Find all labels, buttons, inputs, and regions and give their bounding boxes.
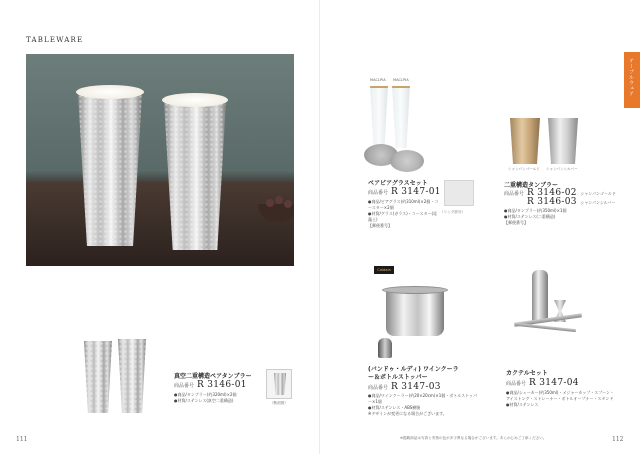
hero-tumbler-right	[164, 102, 226, 250]
product-title-beer-glass: ペアビアグラスセット	[368, 180, 428, 187]
glass-label-right: MACLPIA	[393, 78, 409, 82]
variant-caption-silver: シャンパンシルバー	[546, 167, 578, 171]
product-image-pair-tumbler-left	[84, 341, 112, 413]
page-number-right: 112	[612, 436, 624, 443]
cocktail-shaker	[532, 270, 548, 322]
product-desc-pair-tumbler: ●商品/タンブラー(約320ml)×2個 ●材質/ステンレス(真空二重構造)	[174, 392, 237, 403]
section-label: TABLEWARE	[26, 36, 84, 44]
tumbler-silver	[548, 118, 578, 164]
hero-tumbler-left	[78, 94, 142, 246]
ring-detail-image	[444, 180, 474, 206]
product-title-pair-tumbler: 真空二重構造ペアタンブラー	[174, 373, 252, 380]
wine-cooler-bucket	[386, 288, 444, 336]
product-code-wine-cooler: 商品番号 R 3147-03	[368, 382, 441, 392]
cross-section-caption: （断面図）	[270, 401, 288, 405]
hero-table-surface	[26, 182, 294, 266]
product-desc-beer-glass: ●商品/ビアグラス(約310ml)×2個・コースター×2個 ●材質/グラス(ガラス)・コースター(珪藻土) 【郵便番号】	[368, 199, 439, 228]
cross-section-image	[266, 369, 292, 399]
product-title-double-tumbler: 二重構造タンブラー	[504, 182, 559, 189]
product-code-pair-tumbler: 商品番号 R 3146-01	[174, 380, 247, 390]
beer-glass-left	[370, 86, 388, 148]
bar-spoon	[516, 323, 576, 332]
product-title-wine-cooler: (バンドゥ・ルディ) ワインクーラー＆ボトルストッパー	[368, 366, 459, 381]
page-number-left: 111	[16, 436, 28, 443]
brand-logo-caldaia: Caldaia	[374, 266, 394, 274]
tumbler-gold	[510, 118, 540, 164]
product-desc-cocktail-set: ●商品/シェーカー(約350ml)・メジャーカップ・スプーン・ アイストング・ストレーナー・ボトルオープナー・スタンド ●材質/ステンレス	[506, 390, 615, 407]
product-code-beer-glass: 商品番号 R 3147-01	[368, 187, 441, 197]
hero-fruit	[266, 199, 274, 207]
hero-fruit	[275, 196, 283, 204]
glass-label-left: MACLPIA	[370, 78, 386, 82]
footer-note: ※掲載商品は写真と実物の色が多少異なる場合がございます。あらかじめご了承ください。	[400, 436, 547, 440]
variant-caption-gold: シャンパンゴールド	[508, 167, 540, 171]
product-code-double-tumbler-2: R 3146-03 シャンパンシルバー	[527, 197, 616, 207]
right-page	[320, 0, 640, 454]
beer-glass-right	[392, 86, 410, 148]
product-desc-wine-cooler: ●商品/ワインクーラー(約20×20cm)×1個・ボトルストッパー×1個 ●材質/ステンレス・ABS樹脂 ※デザインが変更になる場合がございます。	[368, 393, 478, 416]
product-code-double-tumbler-1: 商品番号 R 3146-02 シャンパンゴールド	[504, 188, 616, 198]
product-code-cocktail-set: 商品番号 R 3147-04	[506, 378, 579, 388]
wine-cooler-rim	[382, 286, 448, 294]
ring-detail-caption: （リング部分）	[440, 210, 466, 214]
product-desc-double-tumbler: ●商品/タンブラー(約350ml)×1個 ●材質/ステンレス(二重構造) 【郵便番号】	[504, 208, 567, 225]
product-image-pair-tumbler-right	[118, 339, 146, 413]
product-title-cocktail-set: カクテルセット	[506, 370, 548, 377]
coaster-2	[390, 150, 424, 172]
hero-fruit	[284, 200, 292, 208]
section-side-tab: テーブルウェア	[624, 52, 640, 108]
hero-photo-tumblers	[26, 54, 294, 266]
bottle-stopper	[378, 338, 392, 358]
